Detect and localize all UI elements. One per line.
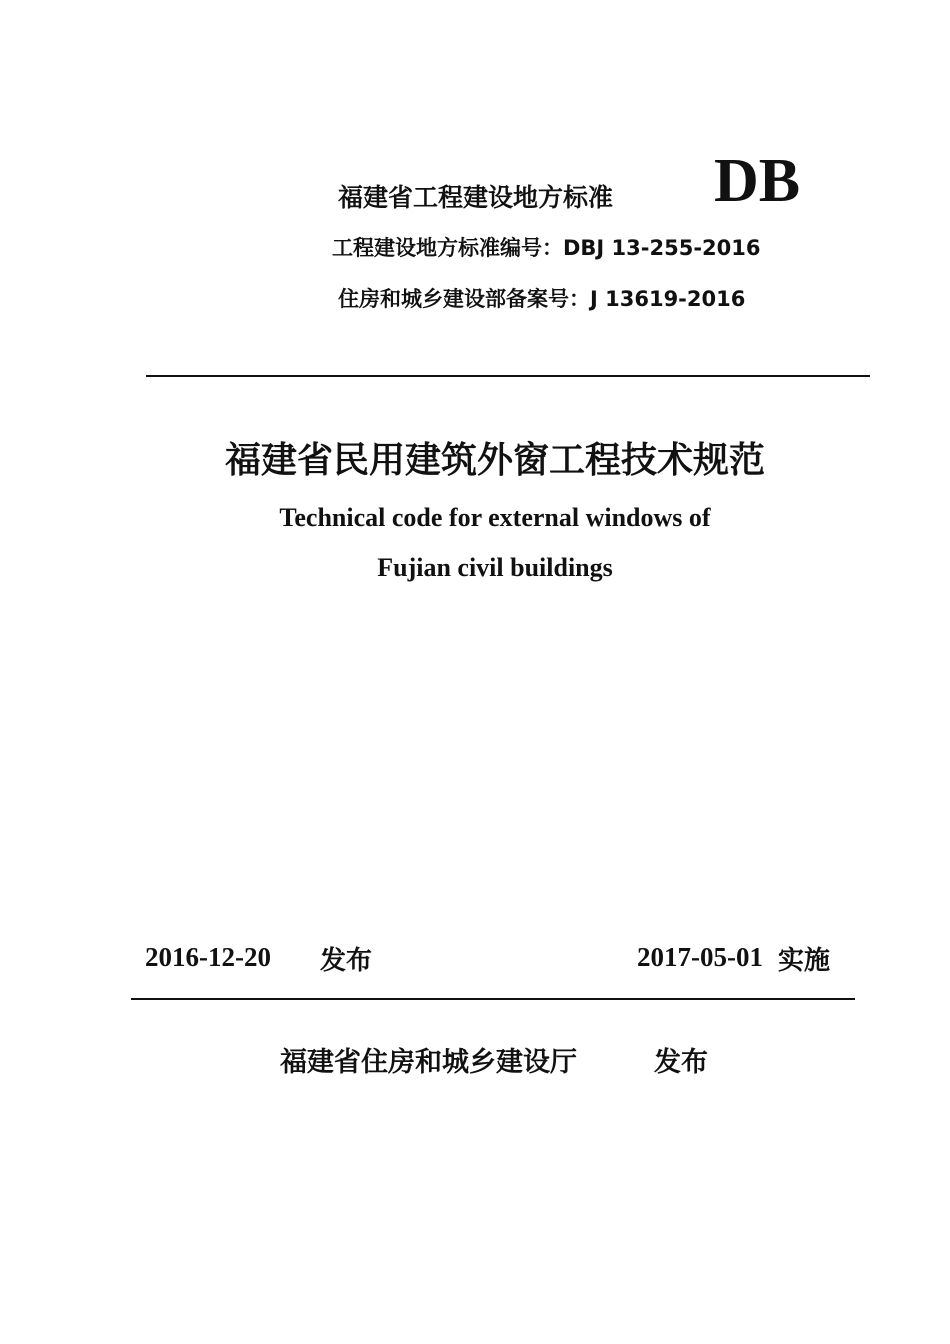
publisher-label: 发布 [654, 1047, 708, 1078]
effective-label: 实施 [778, 946, 831, 976]
publisher: 福建省住房和城乡建设厅 [280, 1047, 577, 1078]
standard-number: 工程建设地方标准编号：DBJ 13-255-2016 [332, 236, 761, 260]
title-english-line-1: Technical code for external windows of [279, 503, 711, 532]
standard-category: 福建省工程建设地方标准 [338, 183, 614, 212]
issue-label: 发布 [320, 946, 373, 976]
db-mark: DB [714, 147, 801, 215]
bottom-divider [131, 998, 855, 1000]
effective-date: 2017-05-01 [637, 942, 763, 972]
title-chinese: 福建省民用建筑外窗工程技术规范 [224, 440, 765, 481]
issue-date: 2016-12-20 [145, 942, 271, 972]
top-divider [146, 375, 870, 377]
record-number: 住房和城乡建设部备案号：J 13619-2016 [338, 287, 746, 311]
title-english-line-2: Fujian civil buildings [377, 553, 613, 582]
